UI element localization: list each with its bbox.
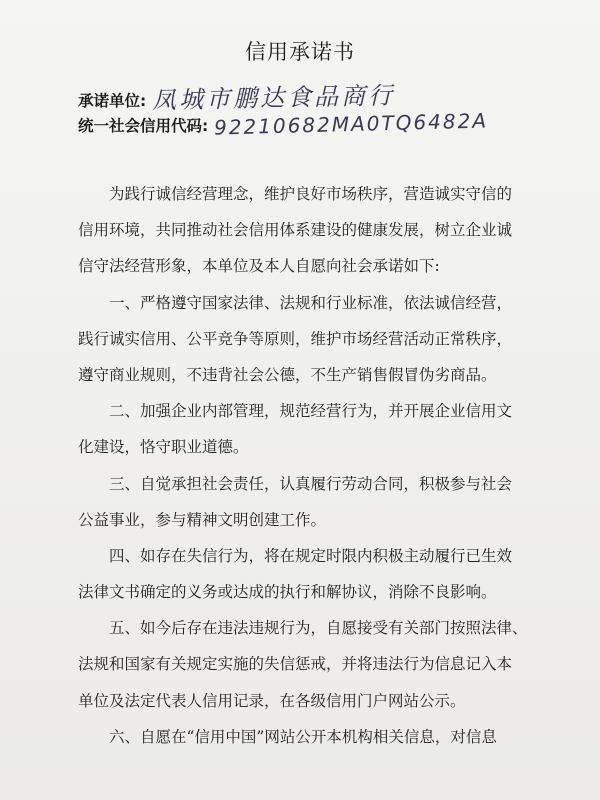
body-line: 化建设，恪守职业道德。 xyxy=(78,438,249,457)
commitment-unit-row xyxy=(78,78,395,113)
credit-code-value: 92210682MA0TQ6482A xyxy=(213,108,489,140)
body-line: 为践行诚信经营理念，维护良好市场秩序，营造诚实守信的 xyxy=(109,185,513,203)
commitment-unit-value: 凤城市鹏达食品商行 xyxy=(151,81,396,115)
body-line: 公益事业，参与精神文明创建工作。 xyxy=(78,510,327,529)
body-line: 法律文书确定的义务或达成的执行和解协议，消除不良影响。 xyxy=(78,583,497,602)
body-line: 六、自愿在“信用中国”网站公开本机构相关信息，对信息 xyxy=(109,727,497,746)
credit-code-label: 统一社会信用代码: xyxy=(78,117,209,135)
body-line: 四、如存在失信行为，将在规定时限内积极主动履行已生效 xyxy=(109,546,513,565)
commitment-body xyxy=(78,176,538,755)
commitment-unit-label: 承诺单位: xyxy=(78,92,147,110)
body-line: 信用环境，共同推动社会信用体系建设的健康发展，树立企业诚 xyxy=(78,221,513,240)
body-line: 遵守商业规则，不违背社会公德，不生产销售假冒伪劣商品。 xyxy=(78,365,497,384)
body-line: 三、自觉承担社会责任，认真履行劳动合同，积极参与社会 xyxy=(109,474,513,493)
body-line: 一、严格遵守国家法律、法规和行业标准，依法诚信经营， xyxy=(109,293,513,312)
body-line: 单位及法定代表人信用记录，在各级信用门户网站公示。 xyxy=(78,691,466,710)
credit-code-row xyxy=(78,108,489,140)
body-line: 二、加强企业内部管理，规范经营行为，并开展企业信用文 xyxy=(109,402,513,421)
document-title: 信用承诺书 xyxy=(245,40,355,64)
body-line: 信守法经营形象，本单位及本人自愿向社会承诺如下: xyxy=(78,257,440,276)
body-line: 践行诚实信用、公平竞争等原则，维护市场经营活动正常秩序， xyxy=(78,329,513,348)
body-line: 法规和国家有关规定实施的失信惩戒，并将违法行为信息记入本 xyxy=(78,655,513,674)
body-line: 五、如今后存在违法违规行为，自愿接受有关部门按照法律、 xyxy=(109,619,528,638)
